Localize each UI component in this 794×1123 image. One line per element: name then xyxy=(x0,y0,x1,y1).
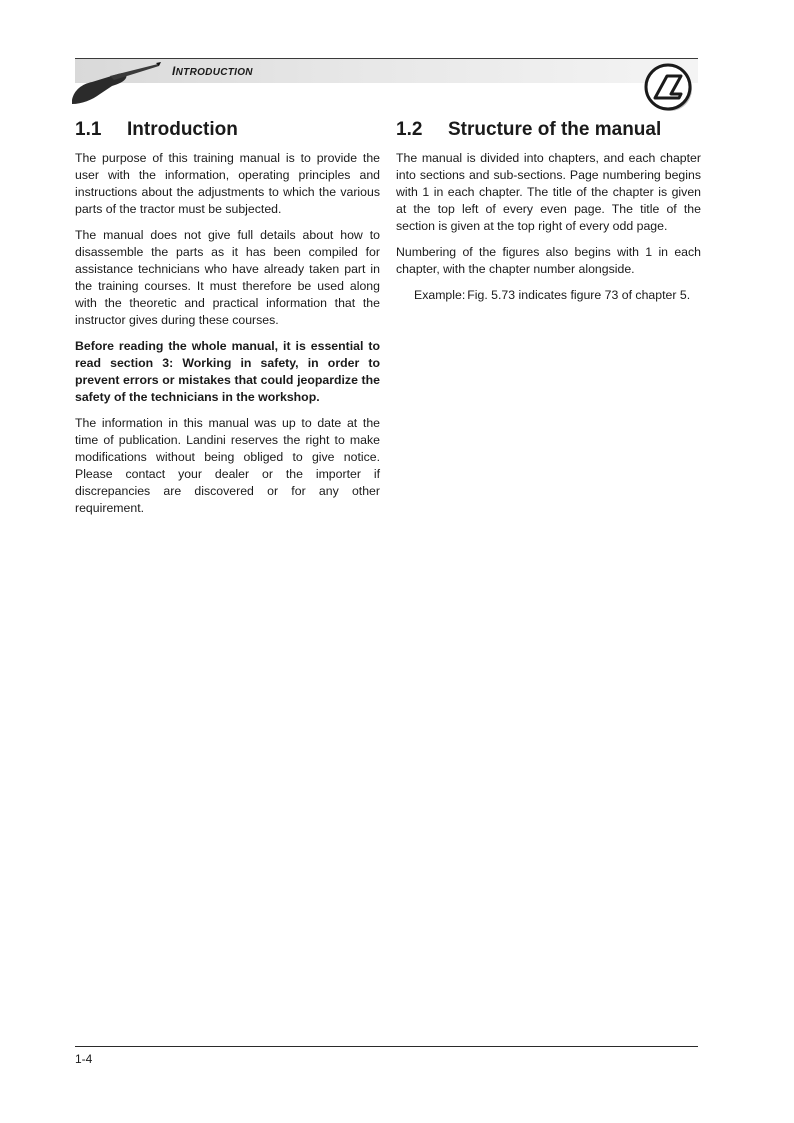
section-title: Introduction xyxy=(127,119,238,140)
page-header xyxy=(0,0,794,120)
safety-warning-paragraph: Before reading the whole manual, it is essential to read section 3: Working in safety, in order to prevent errors or mistakes that could jeopardize the safety of the technicians in the workshop. xyxy=(75,339,380,404)
paragraph: Numbering of the figures also begins with 1 in each chapter, with the chapter number alongside. xyxy=(396,245,701,276)
section-number: 1.2 xyxy=(396,119,423,140)
section-heading xyxy=(396,118,701,142)
paragraph: The purpose of this training manual is to provide the user with the information, operating principles and instructions about the adjustments to which the various parts of the tractor must be subjected. xyxy=(75,151,380,216)
section-introduction xyxy=(75,118,380,526)
paragraph: The manual is divided into chapters, and each chapter into sections and sub-sections. Page numbering begins with 1 in each chapter. The title of the chapter is given at the top left of every even page. The title of the section is given at the top right of every odd page. xyxy=(396,151,701,233)
hand-pen-icon xyxy=(70,60,162,106)
page-number: 1-4 xyxy=(75,1052,93,1066)
landini-logo-icon xyxy=(641,62,697,114)
example-label: Example: xyxy=(414,288,466,302)
header-section-title: INTRODUCTION xyxy=(172,64,253,78)
section-structure xyxy=(396,118,701,304)
section-number: 1.1 xyxy=(75,119,102,140)
header-band xyxy=(75,58,698,83)
section-title: Structure of the manual xyxy=(448,119,662,140)
example-text: Fig. 5.73 indicates figure 73 of chapter 5. xyxy=(467,288,691,302)
paragraph: The manual does not give full details about how to disassemble the parts as it has been compiled for assistance technicians who have already taken part in the training courses. It must therefore be used along with the theoretic and practical information that the instructor gives during these courses. xyxy=(75,228,380,327)
example-block xyxy=(414,287,701,304)
footer-divider xyxy=(75,1046,698,1047)
paragraph: The information in this manual was up to date at the time of publication. Landini reserves the right to make modifications without being obliged to give notice. Please contact your dealer or the importer if discrepancies are discovered or for any other requirement. xyxy=(75,416,380,515)
section-heading xyxy=(75,118,380,142)
